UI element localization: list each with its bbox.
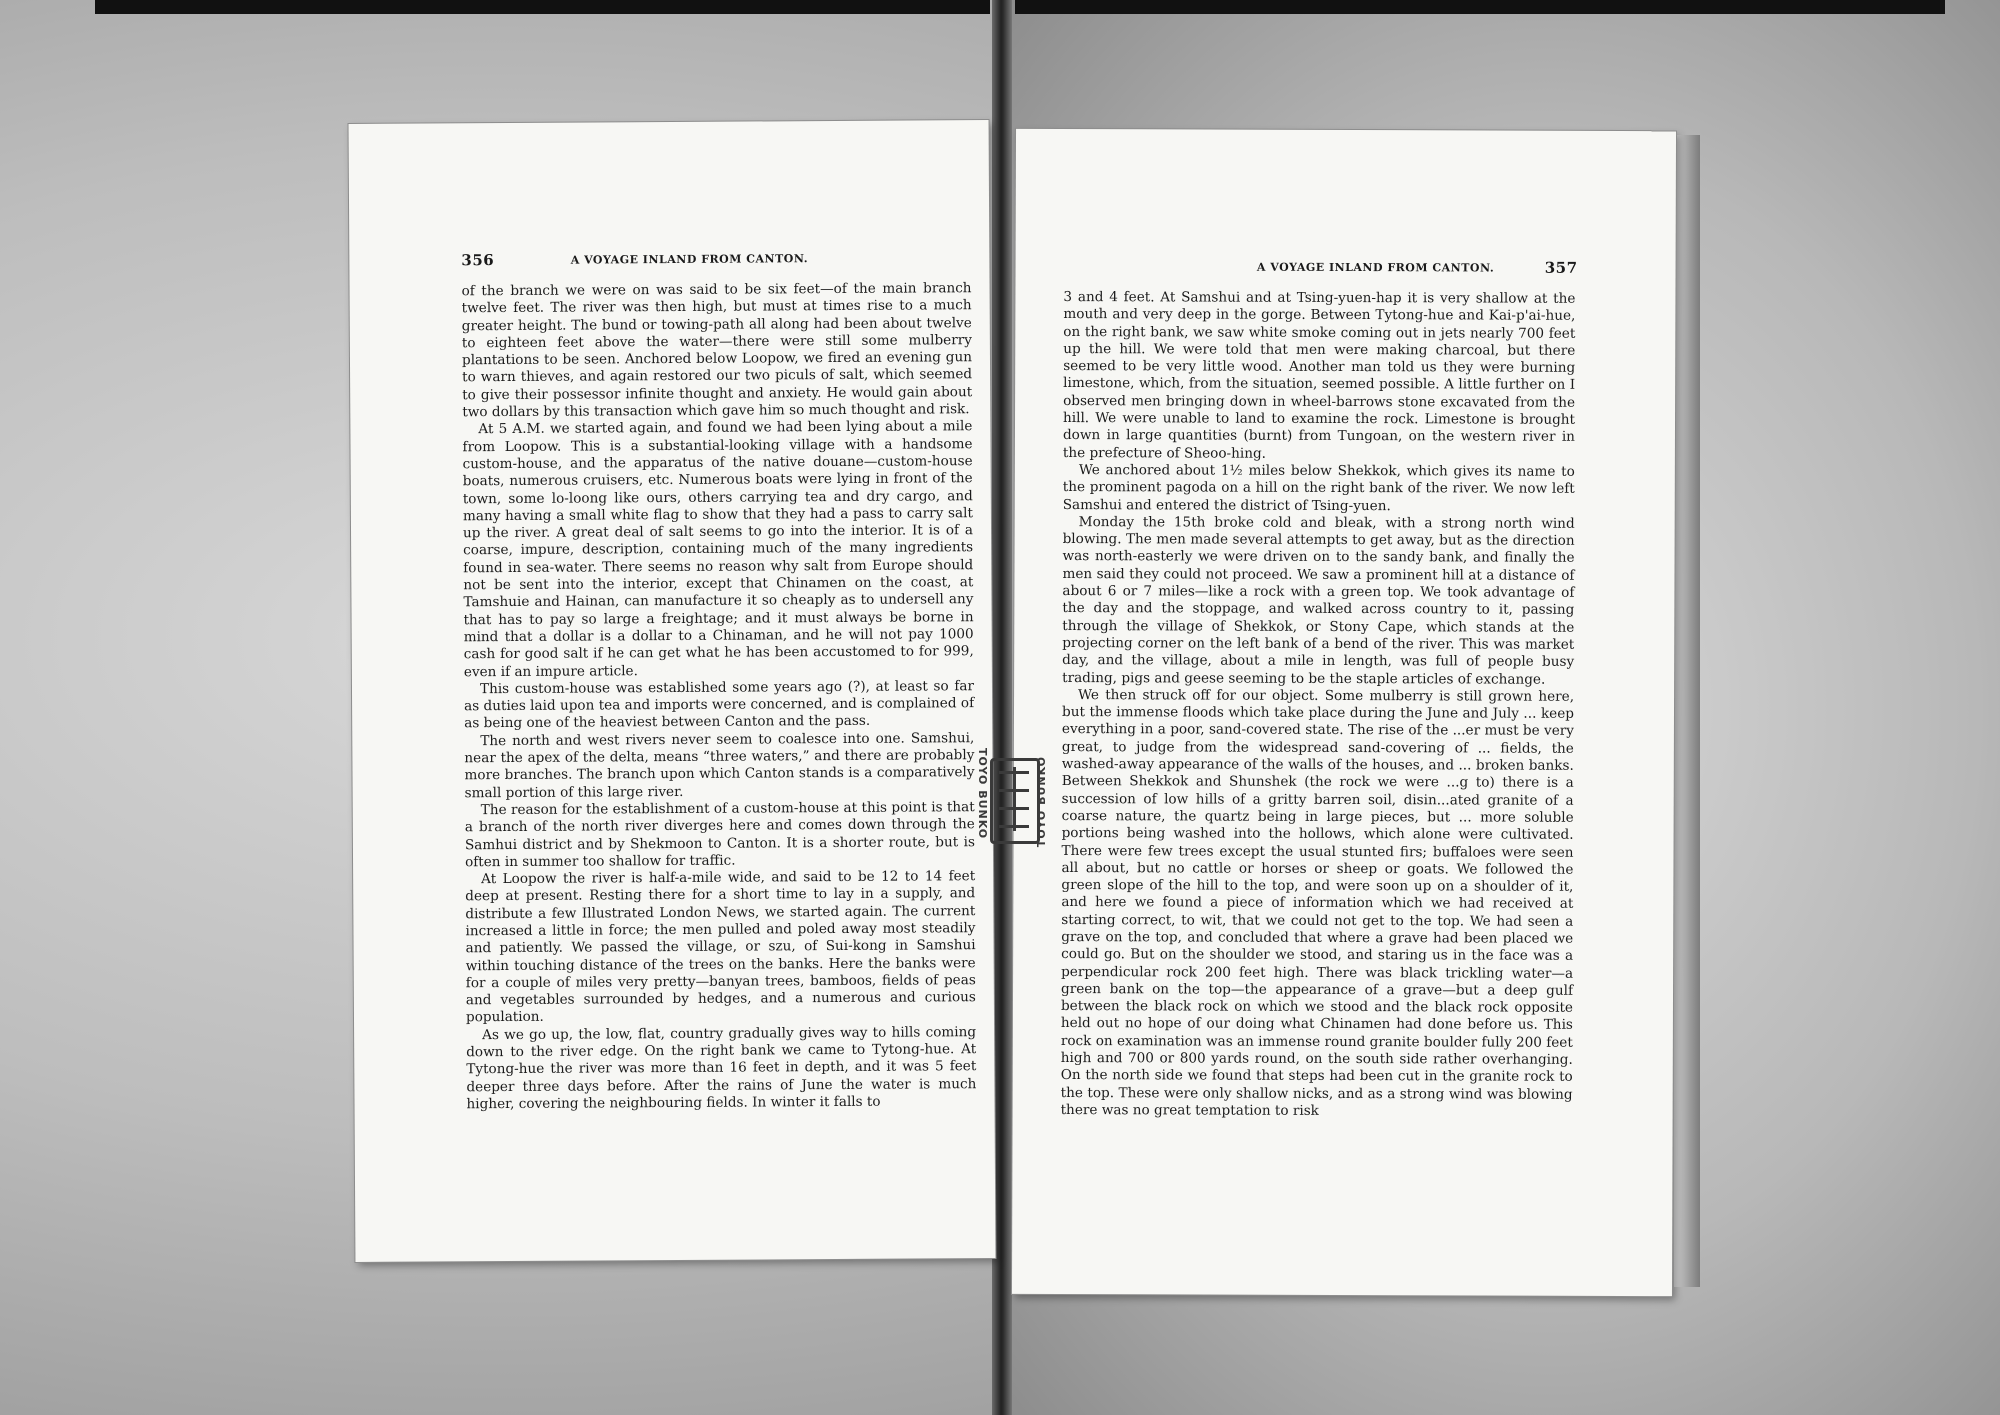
right-page-header — [1016, 259, 1676, 283]
stamp-label-top: TOYO BUNKO — [976, 748, 989, 840]
right-page-number: 357 — [1544, 258, 1578, 277]
paragraph: 3 and 4 feet. At Samshui and at Tsing-yuen-hap it is very shallow at the mouth and very deep in the gorge. Between Tytong-hue and Kai-p'ai-hue, on the right bank, we saw white smoke coming out in jets nearly 700 feet up the hill. We were told that men were making charcoal, but there seemed to be very little wood. Another man told us they were burning limestone, which, from the situation, seemed possible. A little further on I observed men bringing down in wheel-barrows stone excavated from the hill. We were unable to land to examine the rock. Limestone is brought down in large quantities (burnt) from Tungoan, on the western river in the prefecture of Sheoo-hing. — [1062, 289, 1576, 462]
paragraph: At Loopow the river is half-a-mile wide, and said to be 12 to 14 feet deep at present. Resting there for a short time to lay in a supply, and distribute a few Illustrated London News, we started again. The current increased a little in force; the men pulled and poled away most steadily and patiently. We passed the village, or szu, of Sui-kong in Samshui within touching distance of the trees on the banks. Here the banks were for a couple of miles very pretty—banyan trees, bamboos, fields of peas and vegetables surrounded by hedges, and a numerous and curious population. — [465, 868, 976, 1026]
top-scan-edge-right — [1015, 0, 1945, 14]
paragraph: We anchored about 1½ miles below Shekkok, which gives its name to the prominent pagoda on a hill on the right bank of the river. We now left Samshui and entered the district of Tsing-yuen. — [1062, 462, 1575, 514]
right-running-head: A VOYAGE INLAND FROM CANTON. — [1256, 260, 1495, 275]
left-running-head: A VOYAGE INLAND FROM CANTON. — [570, 252, 809, 267]
page-stack-edge — [1674, 135, 1700, 1287]
seal-icon — [990, 758, 1040, 844]
stamp-label-bottom: TOYO BUNKO — [1035, 756, 1048, 848]
paragraph: Monday the 15th broke cold and bleak, with a strong north wind blowing. The men made several attempts to get away, but as the direction was north-easterly we were driven on to the sandy bank, and finally the men said they could not proceed. We saw a prominent hill at a distance of about 6 or 7 miles—like a rock with a green top. We took advantage of the day and the stoppage, and walked across country to it, passing through the village of Shekkok, or Stony Cape, which stands at the projecting corner on the left bank of a bend of the river. This was market day, and the village, about a mile in length, was full of people busy trading, pigs and geese seeming to be the staple articles of exchange. — [1062, 513, 1575, 688]
left-page-number: 356 — [461, 251, 495, 270]
paragraph: of the branch we were on was said to be six feet—of the main branch twelve feet. The river was then high, but must at times rise to a much greater height. The bund or towing-path all along had been about twelve to eighteen feet above the water—there were still some mulberry plantations to be seen. Anchored below Loopow, we fired an evening gun to warn thieves, and again restored our two piculs of salt, which seemed to give their possessor infinite thought and anxiety. He would gain about two dollars by this transaction which gave him so much thought and risk. — [461, 280, 973, 421]
top-scan-edge-left — [95, 0, 990, 14]
paragraph: This custom-house was established some years ago (?), at least so far as duties laid upon tea and imports were concerned, and is complained of as being one of the heaviest between Canton and the pass. — [464, 677, 975, 732]
left-page-header — [349, 250, 989, 276]
right-page — [1012, 129, 1676, 1296]
left-page — [349, 120, 996, 1262]
paragraph: The north and west rivers never seem to coalesce into one. Samshui, near the apex of the delta, means “three waters,” and there are probably more branches. The branch upon which Canton stands is a comparatively small portion of this large river. — [464, 729, 975, 801]
paragraph: At 5 A.M. we started again, and found we had been lying about a mile from Loopow. This is a substantial-looking village with a handsome custom-house, and the apparatus of the native douane—custom-house boats, numerous cruisers, etc. Numerous boats were lying in front of the town, some lo-loong like ours, others carrying tea and dry cargo, and many having a small white flag to show that they had a pass to carry salt up the river. A great deal of salt seems to go into the interior. It is of a coarse, impure, description, containing much of the many ingredients found in sea-water. There seems no reason why salt from Europe should not be sent into the interior, except that Chinamen on the coast, at Tamshuie and Hainan, can manufacture it so cheaply as to undersell any that has to pay so large a freightage; and it must always be borne in mind that a dollar is a dollar to a Chinaman, and he will not pay 1000 cash for good salt if he can get what he has been accustomed to for 999, even if an impure article. — [462, 418, 974, 680]
paragraph: As we go up, the low, flat, country gradually gives way to hills coming down to the river edge. On the right bank we came to Tytong-hue. At Tytong-hue the river was more than 16 feet in depth, and it was 5 feet deeper three days before. After the rains of June the water is much higher, covering the neighbouring fields. In winter it falls to — [466, 1023, 977, 1113]
paragraph: The reason for the establishment of a custom-house at this point is that a branch of the north river diverges here and comes down through the Samhui district and by Shekmoon to Canton. It is a shorter route, but is often in summer too shallow for traffic. — [464, 799, 975, 871]
paragraph: We then struck off for our object. Some mulberry is still grown here, but the immense floods which take place during the June and July ... keep everything in a poor, sand-covered state. The rise of the ...er must be very great, to judge from the widespread sand-covering of ... fields, the washed-away appearance of the walls of the houses, and ... broken banks. Between Shekkok and Shunshek (the rock we were ...g to) there is a succession of low hills of a gritty barren soil, disin...ated granite of a coarse nature, the quartz being in large pieces, but ... more soluble portions being washed into the hollows, which alone were cultivated. There were few trees except the usual stunted firs; buffaloes were seen all about, but no cattle or horses or sheep or goats. We followed the green slope of the hill to the top, and were soon up on a shoulder of it, and here we found a piece of information which we had received at starting correct, to wit, that we could not get to the top. We had seen a grave on the top, and concluded that where a grave had been placed we could go. But on the shoulder we stood, and staring us in the face was a perpendicular rock 200 feet high. There was black trickling water—a green bank on the top—the appearance of a grave—but a deep gulf between the black rock on which we stood and the black rock opposite held out no hope of our doing what Chinamen had done before us. This rock on examination was an immense round granite boulder fully 200 feet high and 700 or 800 yards round, on the south side rather overhanging. On the north side we found that steps had been cut in the granite rock to the top. These were only shallow nicks, and as a strong wind was blowing there was no great temptation to risk — [1060, 686, 1575, 1119]
right-page-body — [1061, 289, 1576, 1121]
library-seal-stamp — [976, 748, 1048, 866]
left-page-body — [462, 280, 977, 1113]
